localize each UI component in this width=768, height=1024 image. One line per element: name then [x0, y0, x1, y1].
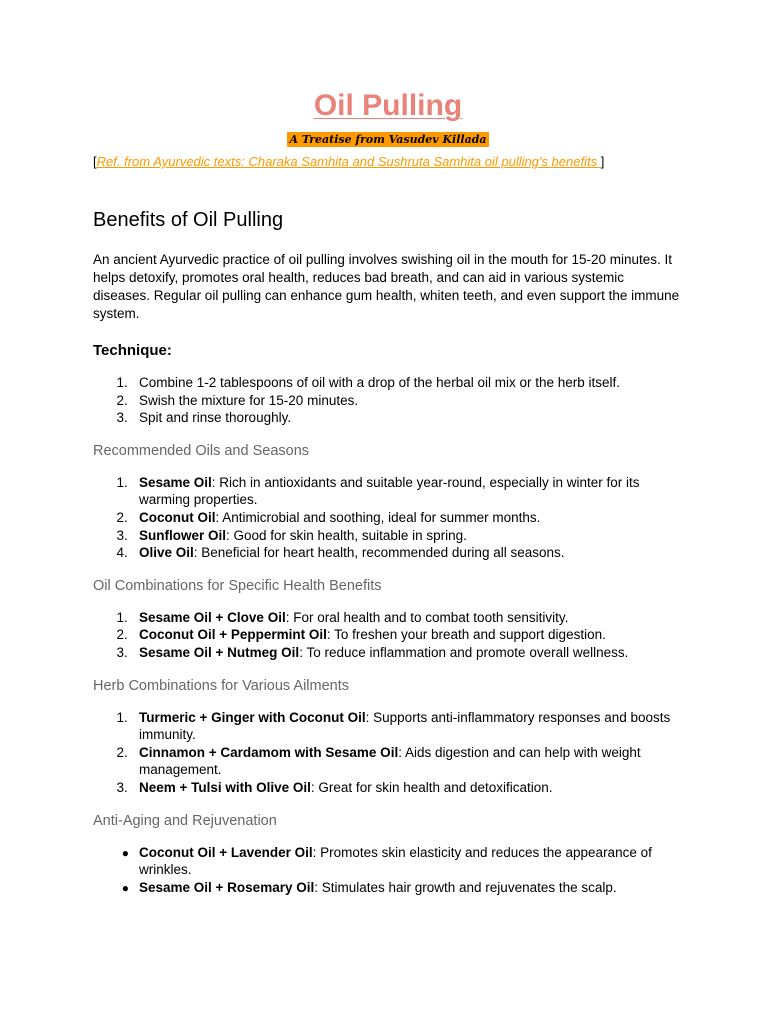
- reference-link[interactable]: Ref. from Ayurvedic texts: Charaka Samhita and Sushruta Samhita oil pulling's benefits: [96, 154, 601, 169]
- item-name: Olive Oil: [139, 545, 194, 561]
- antiaging-list: [93, 844, 683, 897]
- item-desc: : To reduce inflammation and promote overall wellness.: [299, 644, 629, 660]
- item-desc: : Antimicrobial and soothing, ideal for summer months.: [215, 509, 541, 525]
- item-name: Cinnamon + Cardamom with Sesame Oil: [139, 744, 399, 760]
- antiaging-heading: Anti-Aging and Rejuvenation: [93, 812, 277, 829]
- technique-step: Swish the mixture for 15-20 minutes.: [139, 392, 359, 408]
- item-name: Coconut Oil: [139, 509, 216, 525]
- benefits-heading: Benefits of Oil Pulling: [93, 209, 284, 231]
- list-item: [139, 509, 683, 527]
- list-item: [139, 392, 683, 410]
- herbs-heading: Herb Combinations for Various Ailments: [93, 677, 350, 694]
- reference-open-bracket: [: [93, 154, 97, 169]
- list-item: [139, 527, 683, 545]
- list-item: [139, 779, 683, 797]
- item-desc: : Aids digestion and can help with weight management.: [139, 744, 641, 778]
- item-name: Coconut Oil + Peppermint Oil: [139, 627, 327, 643]
- item-name: Turmeric + Ginger with Coconut Oil: [139, 709, 366, 725]
- item-desc: : For oral health and to combat tooth sensitivity.: [285, 609, 569, 625]
- item-desc: : Beneficial for heart health, recommended during all seasons.: [193, 545, 565, 561]
- item-name: Sesame Oil + Rosemary Oil: [139, 879, 315, 895]
- list-item: [139, 844, 683, 879]
- intro-paragraph: An ancient Ayurvedic practice of oil pulling involves swishing oil in the mouth for 15-20 minutes. It helps detoxify, promotes oral health, reduces bad breath, and can aid in various systemic diseases. Regular oil pulling can enhance gum health, whiten teeth, and even support the immune system.: [93, 252, 680, 321]
- item-desc: : Rich in antioxidants and suitable year-round, especially in winter for its warming properties.: [139, 474, 640, 508]
- list-item: [139, 409, 683, 427]
- reference-line: [93, 153, 683, 171]
- item-desc: : Good for skin health, suitable in spring.: [226, 527, 467, 543]
- list-item: [139, 609, 683, 627]
- item-desc: : Great for skin health and detoxification.: [310, 779, 553, 795]
- list-item: [139, 626, 683, 644]
- subtitle-highlight: A Treatise from Vasudev Killada: [289, 133, 487, 146]
- list-item: [139, 644, 683, 662]
- combinations-heading: Oil Combinations for Specific Health Benefits: [93, 577, 382, 594]
- list-item: [139, 709, 683, 744]
- list-item: [139, 744, 683, 779]
- combinations-list: [93, 609, 683, 662]
- oils-list: [93, 474, 683, 562]
- item-name: Sesame Oil: [139, 474, 212, 490]
- item-desc: : Supports anti-inflammatory responses and boosts immunity.: [139, 709, 671, 743]
- technique-list: [93, 374, 683, 427]
- item-name: Neem + Tulsi with Olive Oil: [139, 779, 311, 795]
- item-name: Sesame Oil + Clove Oil: [139, 609, 286, 625]
- list-item: [139, 474, 683, 509]
- technique-step: Combine 1-2 tablespoons of oil with a drop of the herbal oil mix or the herb itself.: [139, 375, 621, 390]
- list-item: [139, 879, 683, 897]
- list-item: [139, 544, 683, 562]
- item-name: Sesame Oil + Nutmeg Oil: [139, 644, 300, 660]
- item-name: Coconut Oil + Lavender Oil: [139, 844, 313, 860]
- item-desc: : Promotes skin elasticity and reduces the appearance of wrinkles.: [139, 844, 652, 878]
- technique-step: Spit and rinse thoroughly.: [139, 410, 292, 426]
- list-item: [139, 374, 683, 392]
- document-title: Oil Pulling: [313, 89, 463, 122]
- oils-heading: Recommended Oils and Seasons: [93, 442, 310, 459]
- item-desc: : Stimulates hair growth and rejuvenates the scalp.: [314, 879, 617, 895]
- subtitle-wrap: [93, 131, 683, 148]
- item-desc: : To freshen your breath and support digestion.: [326, 627, 606, 643]
- technique-heading: Technique:: [93, 342, 172, 359]
- document-page: [93, 88, 683, 896]
- reference-close-bracket: ]: [600, 154, 605, 169]
- herbs-list: [93, 709, 683, 797]
- item-name: Sunflower Oil: [139, 527, 227, 543]
